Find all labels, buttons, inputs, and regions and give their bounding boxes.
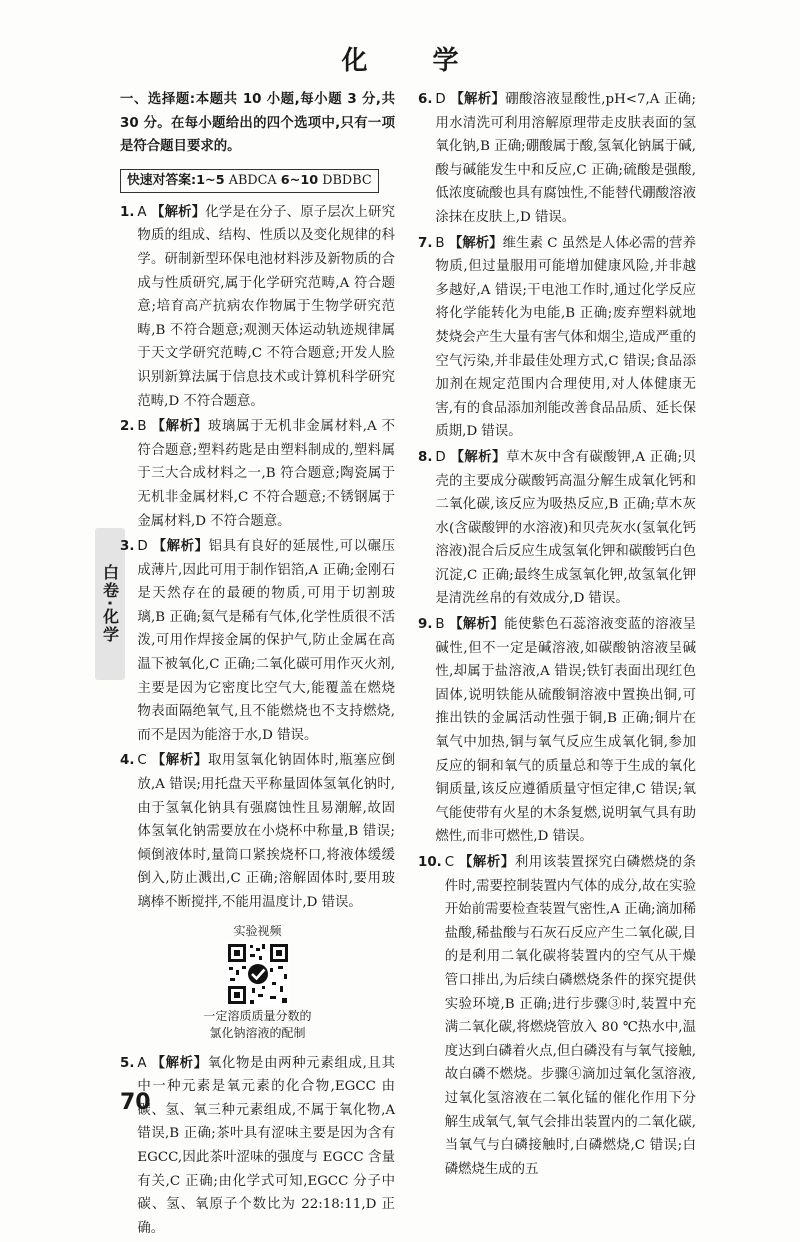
quick-answer-range-2: 6~10 xyxy=(280,172,319,188)
question-explanation: 草木灰中含有碳酸钾,A 正确;贝壳的主要成分碳酸钙高温分解生成氧化钙和二氧化碳,该反应为吸热反应,B 正确;草木灰水(含碳酸钾的水溶液)和贝壳灰水(氢氧化钙溶液)混合后反应生成氢氧化钾和碳酸钙白色沉淀,C 正确;最终生成氢氧化钾,故氢氧化钾是清洗丝帛的有效成分,D 错误。 xyxy=(435,449,696,607)
question-item xyxy=(120,749,395,914)
question-explanation: 铝具有良好的延展性,可以碾压成薄片,因此可用于制作铝箔,A 正确;金刚石是天然存在的最硬的物质,可用于切割玻璃,B 正确;氦气是稀有气体,化学性质很不活泼,可用作焊接金属的保护气,防止金属在高温下被氧化,C 正确;二氧化碳可用作灭火剂,主要是因为它密度比空气大,能覆盖在燃烧物表面隔绝氧气,且不能燃烧也不支持燃烧,而不是因为能溶于水,D 错误。 xyxy=(137,539,395,743)
left-column xyxy=(120,88,395,1242)
analysis-tag: 【解析】 xyxy=(448,235,503,251)
right-column xyxy=(418,88,696,1183)
analysis-tag: 【解析】 xyxy=(151,753,208,769)
analysis-tag: 【解析】 xyxy=(151,204,206,220)
quick-answer-label: 快速对答案: xyxy=(127,172,197,188)
question-explanation: 氧化物是由两种元素组成,且其中一种元素是氧元素的化合物,EGCC 由碳、氢、氧三种元素组成,不属于氧化物,A 错误,B 正确;茶叶具有涩味主要是因为含有 EGCC,因此茶叶涩味的强度与 EGCC 含量有关,C 正确;由化学式可知,EGCC 分子中碳、氢、氧原子个数比为 22:18:11,D 正确。 xyxy=(137,1055,395,1236)
question-number: 6. xyxy=(418,92,433,107)
question-answer: B xyxy=(435,235,445,251)
question-answer: C xyxy=(137,753,147,769)
qr-caption-line-1: 一定溶质质量分数的 xyxy=(203,1008,312,1023)
question-number: 1. xyxy=(120,204,135,220)
question-number: 7. xyxy=(418,235,433,251)
question-item xyxy=(418,446,696,611)
analysis-tag: 【解析】 xyxy=(449,617,505,633)
section-intro: 一、选择题:本题共 10 小题,每小题 3 分,共 30 分。在每小题给出的四个选项中,只有一项是符合题目要求的。 xyxy=(120,92,395,155)
analysis-tag: 【解析】 xyxy=(450,449,507,465)
quick-answer-values-2: DBDBC xyxy=(322,172,372,188)
question-item xyxy=(418,613,696,849)
analysis-tag: 【解析】 xyxy=(152,539,209,555)
analysis-tag: 【解析】 xyxy=(151,419,208,435)
question-number: 3. xyxy=(120,539,135,555)
question-answer: A xyxy=(137,204,147,220)
quick-answer-box xyxy=(120,169,379,193)
question-number: 9. xyxy=(418,617,433,633)
question-number: 2. xyxy=(120,419,135,435)
question-answer: B xyxy=(137,419,147,435)
analysis-tag: 【解析】 xyxy=(151,1055,208,1071)
page-title: 化 学 xyxy=(341,46,487,76)
qr-code-icon[interactable] xyxy=(226,942,290,1006)
analysis-tag: 【解析】 xyxy=(458,855,515,870)
question-explanation: 能使紫色石蕊溶液变蓝的溶液呈碱性,但不一定是碱溶液,如碳酸钠溶液呈碱性,却属于盐溶液,A 错误;铁钉表面出现红色固体,说明铁能从硫酸铜溶液中置换出铜,可推出铁的金属活动性强于铜,B 正确;铜片在氧气中加热,铜与氧气反应生成氧化铜,参加反应的铜和氧气的质量总和等于生成的氧化铜质量,该反应遵循质量守恒定律,C 错误;氧气能使带有火星的木条复燃,说明氧气具有助燃性,而非可燃性,D 错误。 xyxy=(435,617,697,845)
question-explanation: 化学是在分子、原子层次上研究物质的组成、结构、性质以及变化规律的科学。研制新型环保电池材料涉及新物质的合成与性质研究,属于化学研究范畴,A 符合题意;培育高产抗病农作物属于生物学研究范畴,B 不符合题意;观测天体运动轨迹规律属于天文学研究范畴,C 不符合题意;开发人脸识别新算法属于信息技术或计算机科学研究范畴,D 不符合题意。 xyxy=(137,204,396,409)
question-number: 5. xyxy=(120,1055,135,1071)
side-tab: 白卷·化学 xyxy=(95,528,125,680)
question-explanation: 硼酸溶液显酸性,pH<7,A 正确;用水清洗可利用溶解原理带走皮肤表面的氢氧化钠,B 正确;硼酸属于酸,氢氧化钠属于碱,酸与碱能发生中和反应,C 正确;硫酸是强酸,低浓度硫酸也具有腐蚀性,不能替代硼酸溶液涂抹在皮肤上,D 错误。 xyxy=(435,92,696,225)
analysis-tag: 【解析】 xyxy=(450,92,506,107)
question-item xyxy=(120,535,395,747)
question-number: 10. xyxy=(418,855,442,870)
question-item xyxy=(418,88,696,230)
question-number: 8. xyxy=(418,449,433,465)
page-number: 70 xyxy=(120,1090,151,1115)
question-explanation: 维生素 C 虽然是人体必需的营养物质,但过量服用可能增加健康风险,并非越多越好,A 错误;干电池工作时,通过化学反应将化学能转化为电能,B 正确;废弃塑料就地焚烧会产生大量有害气体和烟尘,造成严重的空气污染,并非最佳处理方式,C 错误;食品添加剂在规定范围内合理使用,对人体健康无害,有的食品添加剂能改善食品品质、延长保质期,D 错误。 xyxy=(435,235,696,440)
question-answer: D xyxy=(435,449,446,465)
question-answer: A xyxy=(137,1055,147,1071)
qr-caption-line-2: 氯化钠溶液的配制 xyxy=(209,1025,306,1040)
qr-title: 实验视频 xyxy=(233,923,282,938)
quick-answer-values-1: ABDCA xyxy=(228,172,277,188)
question-explanation: 利用该装置探究白磷燃烧的条件时,需要控制装置内气体的成分,故在实验开始前需要检查装置气密性,A 正确;滴加稀盐酸,稀盐酸与石灰石反应产生二氧化碳,目的是利用二氧化碳将装置内的空气从干燥管口排出,为后续白磷燃烧条件的探究提供实验环境,B 正确;进行步骤③时,装置中充满二氧化碳,将燃烧管放入 80 ℃热水中,温度达到白磷着火点,但白磷没有与氧气接触,故白磷不燃烧。步骤④滴加过氧化氢溶液,过氧化氢溶液在二氧化锰的催化作用下分解生成氧气,氧气会排出装置内的二氧化碳,当氧气与白磷接触时,白磷燃烧,C 错误;白磷燃烧生成的五 xyxy=(444,855,697,1177)
question-explanation: 取用氢氧化钠固体时,瓶塞应倒放,A 错误;用托盘天平称量固体氢氧化钠时,由于氢氧化钠具有强腐蚀性且易潮解,故固体氢氧化钠需要放在小烧杯中称量,B 错误;倾倒液体时,量筒口紧挨烧杯口,将液体缓缓倒入,防止溅出,C 正确;溶解固体时,要用玻璃棒不断搅拌,不能用温度计,D 错误。 xyxy=(137,753,395,910)
quick-answer-range-1: 1~5 xyxy=(196,172,225,188)
question-explanation: 玻璃属于无机非金属材料,A 不符合题意;塑料药匙是由塑料制成的,塑料属于三大合成材料之一,B 符合题意;陶瓷属于无机非金属材料,C 不符合题意;不锈钢属于金属材料,D 不符合题意。 xyxy=(137,419,396,529)
question-item xyxy=(120,1052,395,1241)
question-answer: D xyxy=(137,539,148,555)
qr-video-block xyxy=(120,923,395,1042)
question-item xyxy=(120,415,395,533)
question-item xyxy=(418,232,696,444)
question-answer: D xyxy=(435,92,446,107)
question-answer: B xyxy=(435,617,445,633)
question-item xyxy=(120,201,395,413)
question-answer: C xyxy=(444,855,455,870)
question-number: 4. xyxy=(120,753,135,769)
